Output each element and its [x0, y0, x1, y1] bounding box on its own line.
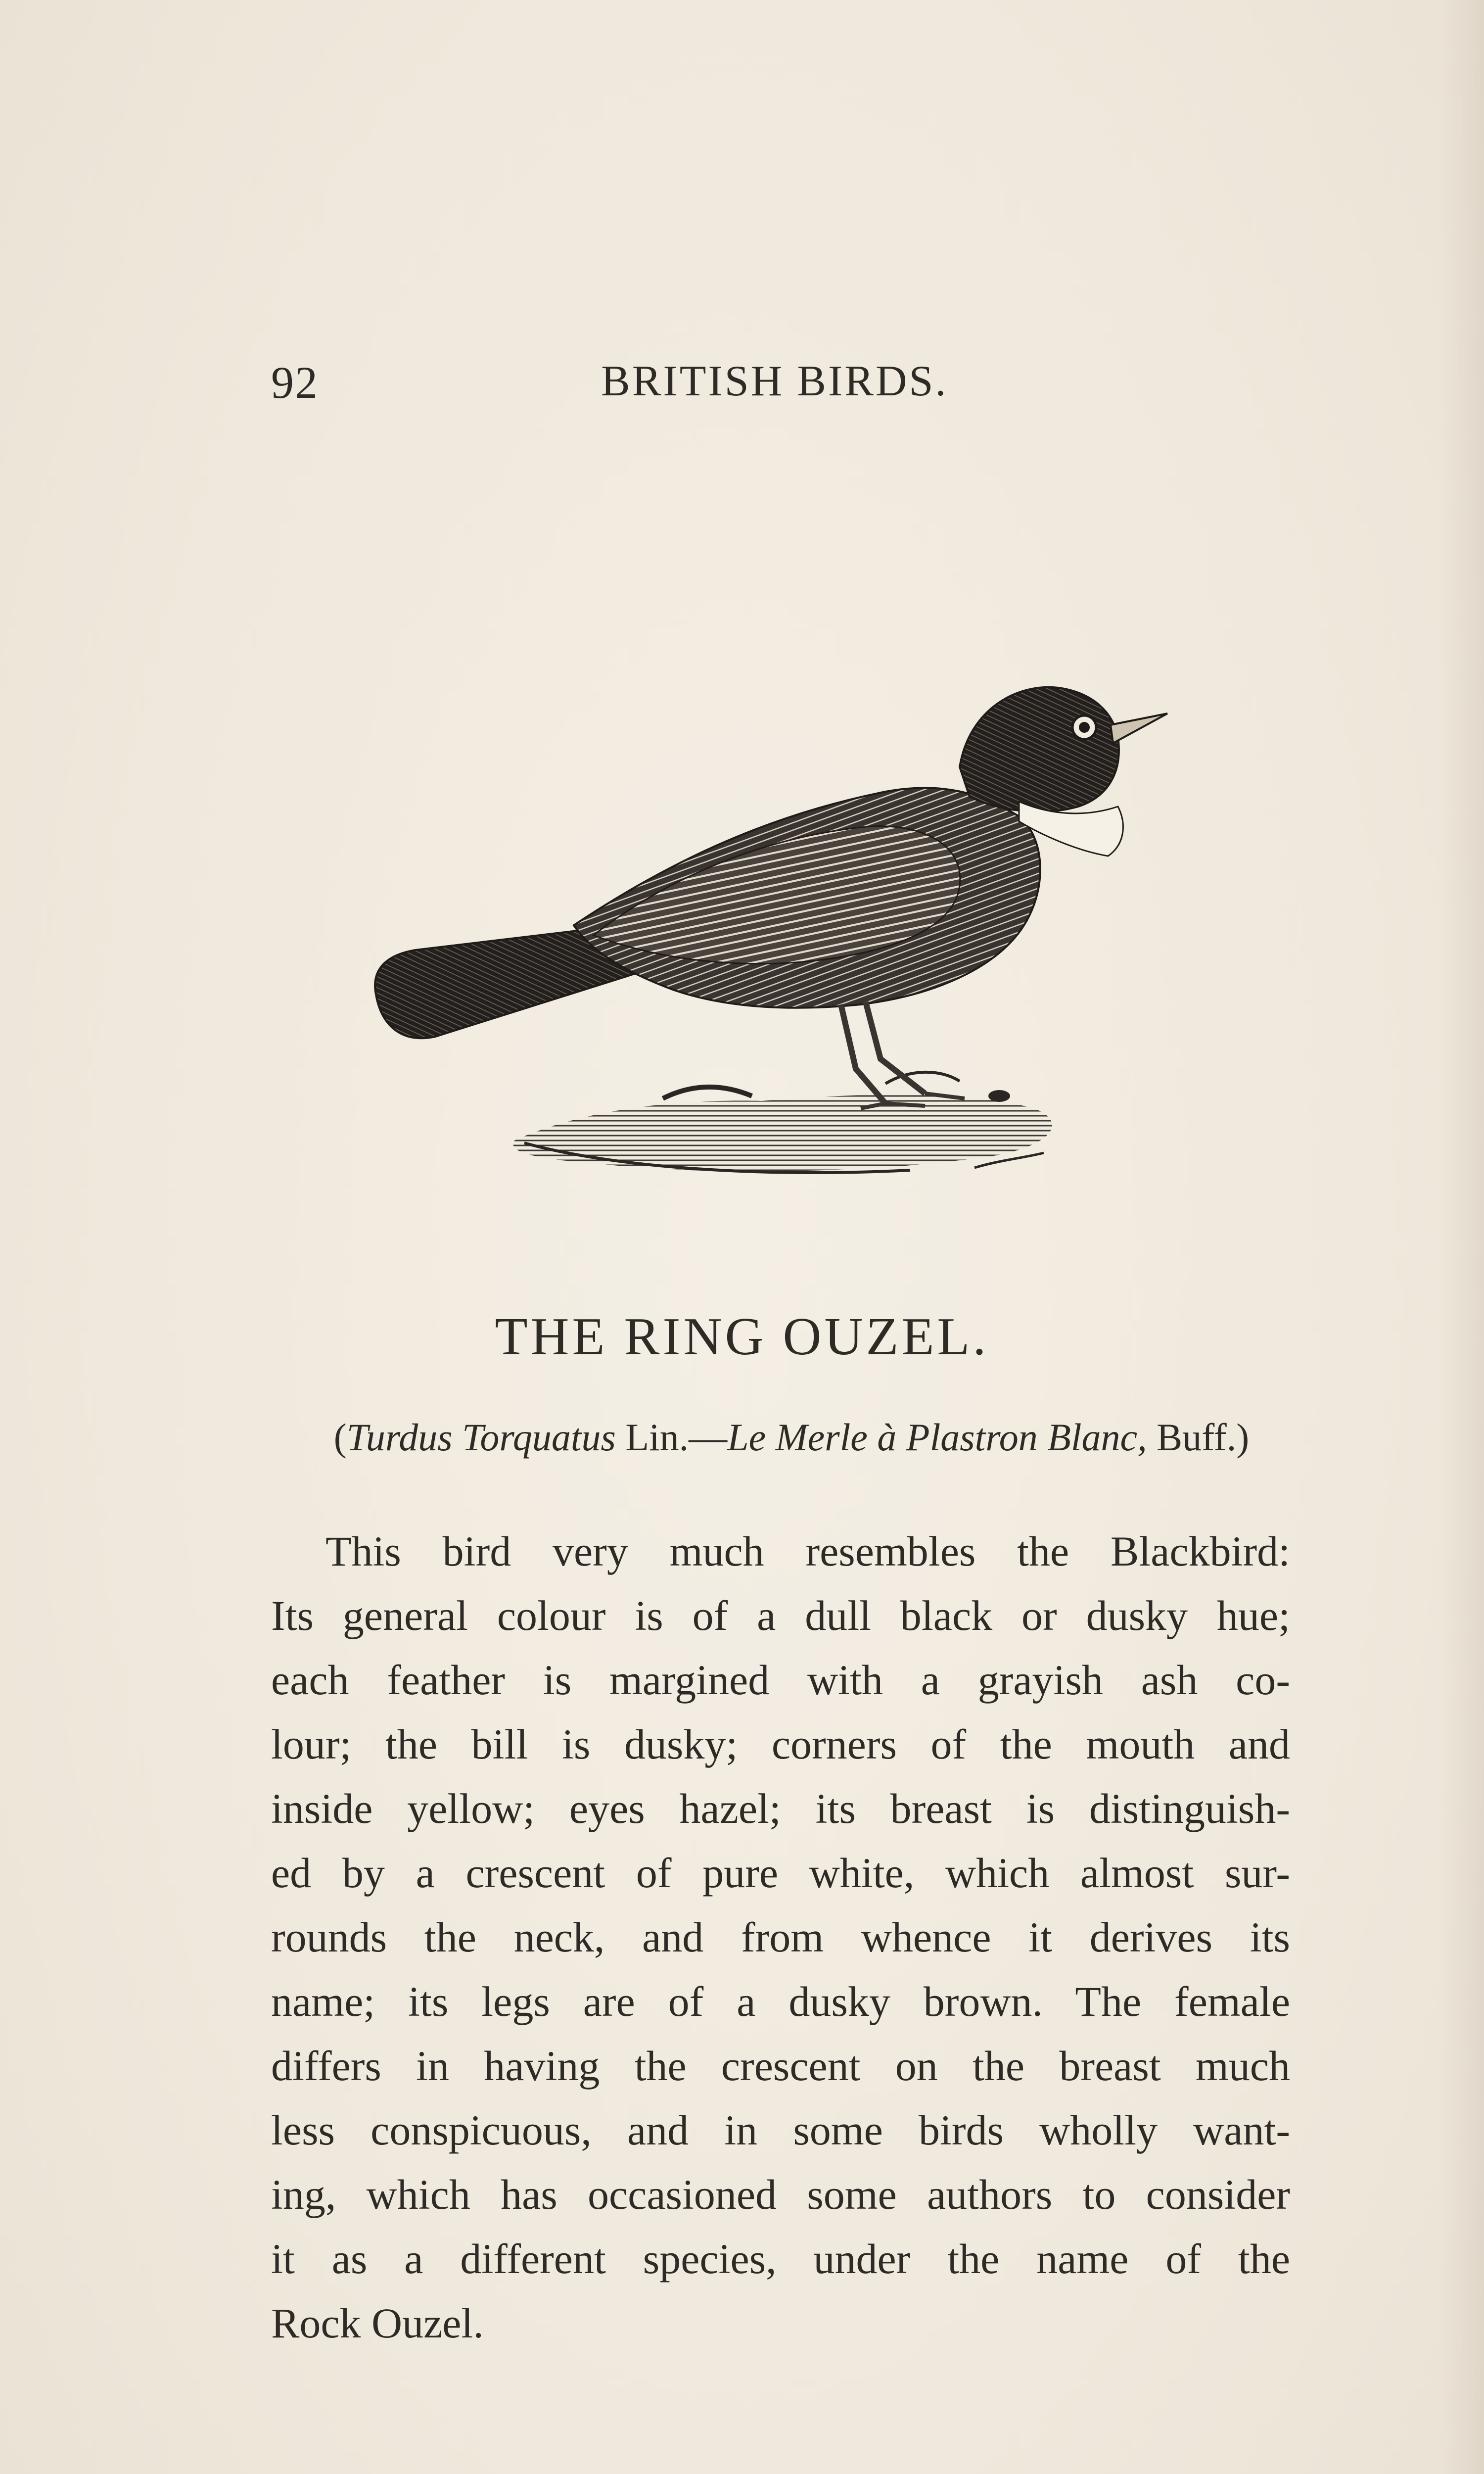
body-line: This bird very much resembles the Blackbird:: [325, 1527, 1290, 1575]
body-line: rounds the neck, and from whence it derives its: [271, 1913, 1290, 1961]
page-number: 92: [271, 357, 319, 408]
body-line: Rock Ouzel.: [271, 2299, 484, 2347]
ground-patch: [513, 1072, 1052, 1173]
body-line: ed by a crescent of pure white, which almost sur-: [271, 1849, 1290, 1897]
bird-eye: [1072, 715, 1096, 739]
bird-legs: [841, 1002, 965, 1108]
body-line: inside yellow; eyes hazel; its breast is distinguish-: [271, 1785, 1290, 1832]
synonymy-line: [247, 1415, 1336, 1460]
running-head-title: BRITISH BIRDS.: [601, 357, 948, 405]
body-line: Its general colour is of a dull black or dusky hue;: [271, 1592, 1290, 1639]
body-line: less conspicuous, and in some birds wholly want-: [271, 2106, 1290, 2154]
running-head: [0, 356, 1484, 416]
description-paragraph: [271, 1519, 1290, 2355]
body-line: differs in having the crescent on the breast much: [271, 2042, 1290, 2090]
body-line: ing, which has occasioned some authors to consider: [271, 2171, 1290, 2218]
body-line: it as a different species, under the name of the: [271, 2235, 1290, 2283]
body-line: each feather is margined with a grayish ash co-: [271, 1656, 1290, 1704]
article-title: THE RING OUZEL.: [495, 1307, 989, 1366]
synonymy-open-paren: (: [333, 1416, 347, 1459]
bird-head: [960, 687, 1119, 812]
ring-ouzel-woodcut: [317, 559, 1237, 1252]
latin-binomial: Turdus Torquatus: [346, 1416, 616, 1459]
bird-beak: [1111, 714, 1167, 743]
latin-authority: Lin.—: [615, 1416, 728, 1459]
body-line: name; its legs are of a dusky brown. The female: [271, 1978, 1290, 2025]
bird-engraving-svg: [317, 559, 1237, 1252]
french-authority: Buff.): [1147, 1416, 1250, 1459]
body-line: lour; the bill is dusky; corners of the mouth and: [271, 1720, 1290, 1768]
french-name: Le Merle à Plastron Blanc,: [727, 1416, 1147, 1459]
